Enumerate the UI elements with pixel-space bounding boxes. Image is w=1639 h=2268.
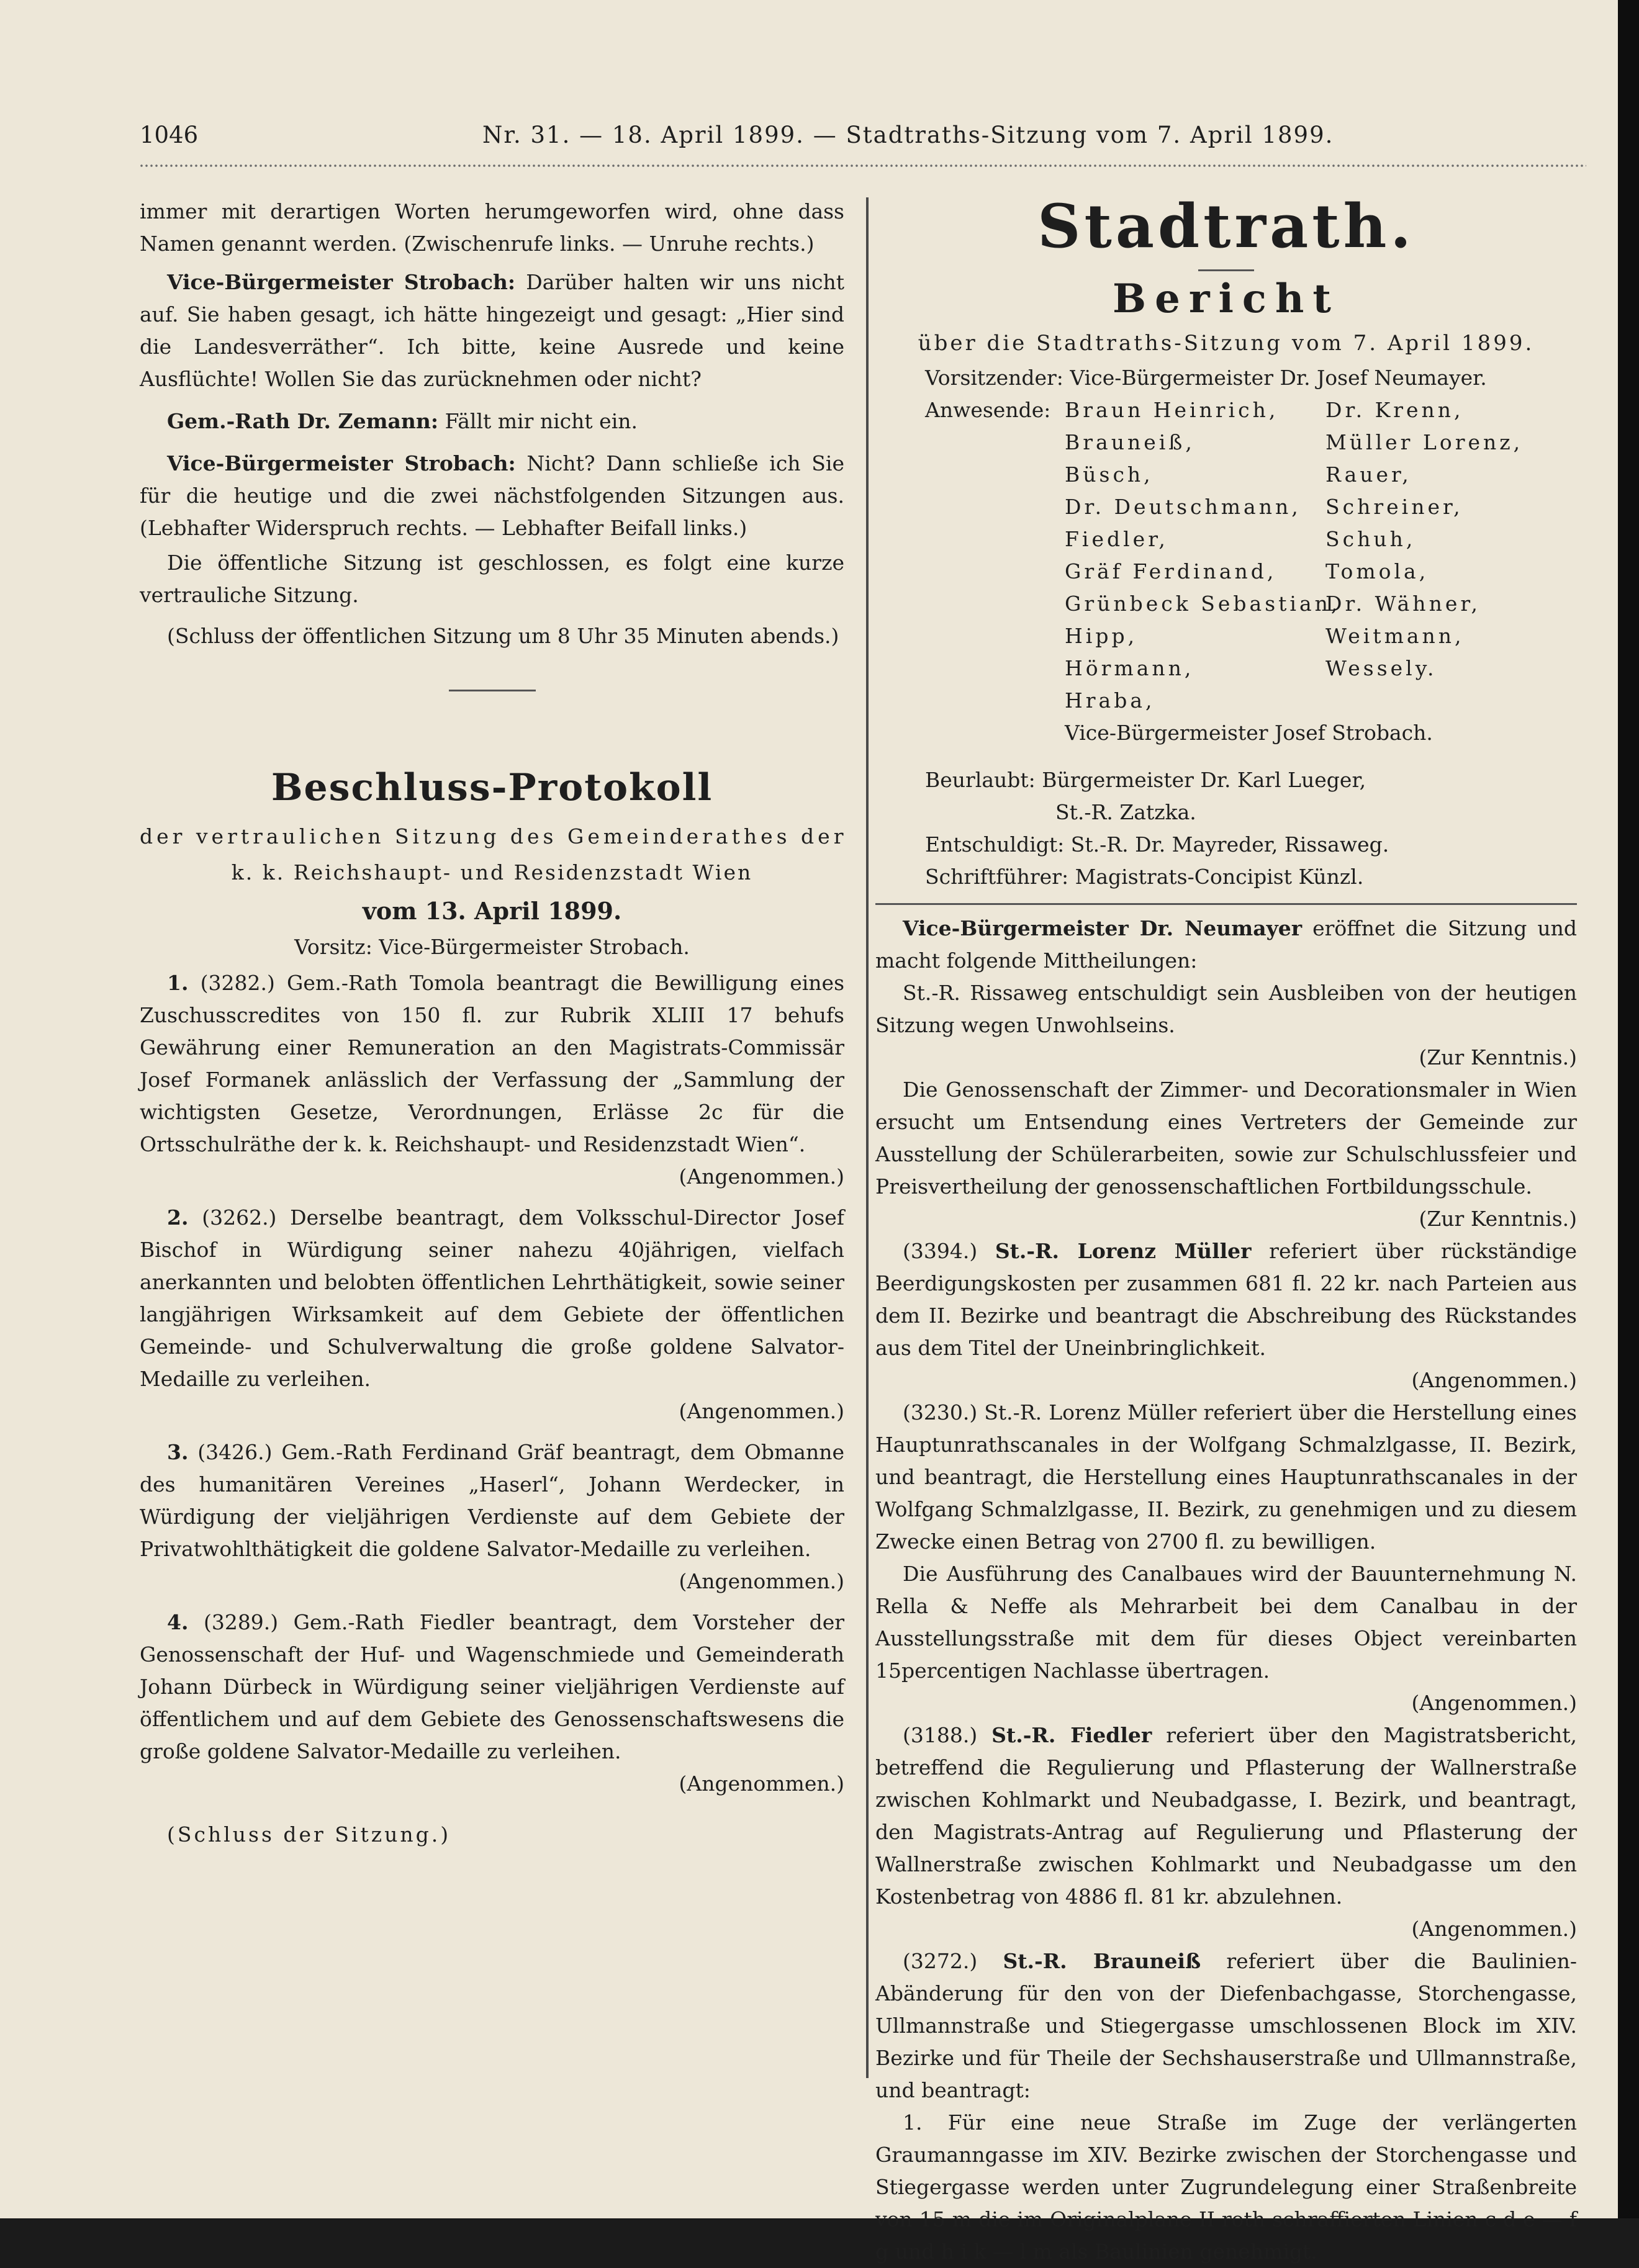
protokoll-date: vom 13. April 1899.	[362, 897, 622, 925]
attendee: Tomola,	[1325, 559, 1429, 583]
verdict: (Angenommen.)	[1411, 1691, 1577, 1715]
field-value: Bürgermeister Dr. Karl Lueger,	[1042, 768, 1366, 792]
attendee: Büsch,	[1065, 462, 1154, 487]
speech: eröffnet die Sitzung und macht folgende Mittheilungen:	[875, 916, 1577, 973]
paragraph: Die Ausführung des Canalbaues wird der Bauunternehmung N. Rella & Neffe als Mehrarbeit bei dem Canalbau in der Ausstellungsstraße mit dem für dieses Object vereinbarten 15percentigen Nachlasse übertragen.	[875, 1562, 1577, 1683]
attendee: Schuh,	[1325, 527, 1416, 551]
column-rule	[866, 197, 869, 2078]
section-title: Stadtrath.	[1037, 191, 1415, 261]
protokoll-item	[140, 967, 844, 1161]
field-value: St.-R. Dr. Mayreder, Rissaweg.	[1070, 832, 1389, 857]
left-column	[140, 196, 847, 1851]
paragraph	[140, 405, 844, 438]
paragraph	[875, 1235, 1577, 1364]
field-label: Entschuldigt:	[925, 832, 1065, 857]
paragraph	[875, 1945, 1577, 2107]
verdict: (Angenommen.)	[679, 1399, 844, 1423]
attendee: Schreiner,	[1325, 495, 1463, 519]
item-text: (3282.) Gem.-Rath Tomola beantragt die Bewilligung eines Zuschusscredites von 150 fl. zur Rubrik XLIII 17 behufs Gewährung einer Remuneration an den Magistrats-Commissär Josef Formanek anlässlich der Verfassung der „Sammlung der wichtigsten Gesetze, Verordnungen, Erlässe 2c für die Ortsschulräthe der k. k. Reichshaupt- und Residenzstadt Wien“.	[140, 971, 844, 1156]
verdict: (Angenommen.)	[679, 1569, 844, 1593]
paragraph	[140, 266, 844, 395]
attendance-list	[875, 394, 1577, 749]
attendee: Dr. Krenn,	[1325, 398, 1464, 422]
protokoll-title: Beschluss-Protokoll	[271, 766, 713, 809]
entschuldigt-line	[875, 829, 1577, 861]
item-number: 1.	[167, 971, 189, 995]
right-column	[875, 186, 1577, 2268]
report-title: Bericht	[1113, 276, 1340, 322]
attendee: Braun Heinrich,	[1065, 398, 1279, 422]
report-subtitle: über die Stadtraths-Sitzung vom 7. April 1899.	[918, 331, 1535, 356]
verdict: (Angenommen.)	[1411, 1917, 1577, 1941]
attendee: Vice-Bürgermeister Josef Strobach.	[1065, 721, 1433, 745]
item-number: (3272.)	[903, 1949, 1003, 1973]
protokoll-subtitle: der vertraulichen Sitzung des Gemeinderathes der	[140, 824, 847, 848]
paragraph: Die öffentliche Sitzung ist geschlossen, es folgt eine kurze vertrauliche Sitzung.	[140, 551, 844, 607]
verdict: (Zur Kenntnis.)	[1419, 1207, 1577, 1231]
field-value: Vice-Bürgermeister Dr. Josef Neumayer.	[1070, 366, 1487, 390]
attendee: Weitmann,	[1325, 624, 1465, 648]
paragraph: (Schluss der öffentlichen Sitzung um 8 Uhr 35 Minuten abends.)	[167, 624, 839, 648]
field-label: Schriftführer:	[925, 865, 1069, 889]
attendee: Müller Lorenz,	[1325, 430, 1524, 454]
beurlaubt-line	[875, 764, 1577, 796]
speaker: St.-R. Fiedler	[991, 1723, 1152, 1747]
verdict: (Angenommen.)	[679, 1771, 844, 1796]
paragraph: (3230.) St.-R. Lorenz Müller referiert über die Herstellung eines Hauptunrathscanales in der Wolfgang Schmalzlgasse, II. Bezirk, und beantragt, die Herstellung eines Hauptunrathscanales in der Wolfgang Schmalzlgasse, II. Bezirk, zu genehmigen und zu diesem Zwecke einen Betrag von 2700 fl. zu bewilligen.	[875, 1400, 1577, 1554]
item-text: (3262.) Derselbe beantragt, dem Volksschul-Director Josef Bischof in Würdigung seiner nahezu 40jährigen, vielfach anerkannten und belobten öffentlichen Lehrthätigkeit, sowie seiner langjährigen Wirksamkeit auf dem Gebiete der öffentlichen Gemeinde- und Schulverwaltung die große goldene Salvator-Medaille zu verleihen.	[140, 1205, 844, 1391]
field-label: Beurlaubt:	[925, 768, 1036, 792]
protokoll-item	[140, 1606, 844, 1768]
item-text: referiert über den Magistratsbericht, betreffend die Regulierung und Pflasterung der Wallnerstraße zwischen Kohlmarkt und Neubadgasse, I. Bezirk, und beantragt, den Magistrats-Antrag auf Regulierung und Pflasterung der Wallnerstraße zwischen Kohlmarkt und Neubadgasse um den Kostenbetrag von 4886 fl. 81 kr. abzulehnen.	[875, 1723, 1577, 1909]
section-divider	[449, 690, 536, 691]
item-number: 4.	[167, 1610, 189, 1634]
section-divider	[875, 903, 1577, 905]
item-number: (3394.)	[903, 1239, 995, 1263]
header-divider	[140, 163, 1586, 169]
item-text: referiert über die Baulinien-Abänderung für den von der Diefenbachgasse, Storchengasse, Ullmannstraße und Stiegergasse umschlossenen Block im XIV. Bezirke und für Theile der Sechshauserstraße und Ullmannstraße, und beantragt:	[875, 1949, 1577, 2102]
attendee: Dr. Deutschmann,	[1065, 495, 1301, 519]
paragraph	[875, 1719, 1577, 1913]
attendance-grid	[925, 394, 1577, 717]
vorsitz: Vorsitz: Vice-Bürgermeister Strobach.	[294, 935, 690, 959]
page-header	[140, 122, 1334, 159]
attendees-col-2	[1325, 394, 1523, 717]
protokoll-item	[140, 1436, 844, 1565]
attendee: Hipp,	[1065, 624, 1138, 648]
attendee: Hraba,	[1065, 688, 1155, 713]
running-head: Nr. 31. — 18. April 1899. — Stadtraths-Sitzung vom 7. April 1899.	[482, 122, 1334, 148]
attendee: Rauer,	[1325, 462, 1412, 487]
speech: Nicht? Dann schließe ich Sie für die heutige und die zwei nächstfolgenden Sitzungen aus. (Lebhafter Widerspruch rechts. — Lebhafter Beifall links.)	[140, 451, 844, 540]
schriftfuehrer-line	[875, 861, 1577, 893]
attendee: Fiedler,	[1065, 527, 1168, 551]
vorsitzender-line	[875, 362, 1577, 394]
attendee: Grünbeck Sebastian,	[1065, 592, 1341, 616]
speech: Darüber halten wir uns nicht auf. Sie haben gesagt, ich hätte hingezeigt und gesagt: „Hier sind die Landesverräther“. Ich bitte, keine Ausrede und keine Ausflüchte! Wollen Sie das zurücknehmen oder nicht?	[140, 270, 844, 391]
paragraph: St.-R. Rissaweg entschuldigt sein Ausbleiben von der heutigen Sitzung wegen Unwohlseins.	[875, 981, 1577, 1037]
item-text: (3426.) Gem.-Rath Ferdinand Gräf beantragt, dem Obmanne des humanitären Vereines „Haserl“, Johann Werdecker, in Würdigung der vieljährigen Verdienste auf dem Gebiete der Privatwohlthätigkeit die goldene Salvator-Medaille zu verleihen.	[140, 1440, 844, 1561]
item-number: (3188.)	[903, 1723, 992, 1747]
protokoll-item	[140, 1202, 844, 1395]
page-number: 1046	[140, 122, 199, 148]
speaker: Vice-Bürgermeister Strobach:	[167, 451, 516, 475]
attendee: Gräf Ferdinand,	[1065, 559, 1277, 583]
attendee: Wessely.	[1325, 656, 1437, 680]
attendee: Hörmann,	[1065, 656, 1194, 680]
speech: Fällt mir nicht ein.	[438, 409, 638, 433]
attendee: Dr. Wähner,	[1325, 592, 1481, 616]
item-text: referiert über rückständige Beerdigungskosten per zusammen 681 fl. 22 kr. nach Parteien aus dem II. Bezirke und beantragt die Abschreibung des Rückstandes aus dem Titel der Uneinbringlichkeit.	[875, 1239, 1577, 1360]
paragraph: Die Genossenschaft der Zimmer- und Decorationsmaler in Wien ersucht um Entsendung eines Vertreters der Gemeinde zur Ausstellung der Schülerarbeiten, sowie zur Schulschlussfeier und Preisvertheilung der genossenschaftlichen Fortbildungsschule.	[875, 1078, 1577, 1199]
paragraph	[875, 912, 1577, 977]
speaker: Gem.-Rath Dr. Zemann:	[167, 409, 439, 433]
item-text: (3289.) Gem.-Rath Fiedler beantragt, dem Vorsteher der Genossenschaft der Huf- und Wagenschmiede und Gemeinderath Johann Dürbeck in Würdigung seiner vieljährigen Verdienste auf öffentlichem und auf dem Gebiete des Genossenschaftswesens die große goldene Salvator-Medaille zu verleihen.	[140, 1610, 844, 1763]
verdict: (Zur Kenntnis.)	[1419, 1045, 1577, 1069]
field-value: Magistrats-Concipist Künzl.	[1075, 865, 1364, 889]
closing-note: (Schluss der Sitzung.)	[167, 1822, 451, 1847]
speaker: Vice-Bürgermeister Dr. Neumayer	[903, 916, 1303, 940]
item-number: 3.	[167, 1440, 189, 1464]
item-number: 2.	[167, 1205, 189, 1230]
field-label: Anwesende:	[925, 398, 1051, 422]
speaker: St.-R. Brauneiß	[1003, 1949, 1201, 1973]
verdict: (Angenommen.)	[679, 1164, 844, 1189]
paragraph: 1. Für eine neue Straße im Zuge der verlängerten Graumanngasse im XIV. Bezirke zwischen der Storchengasse und Stiegergasse werden unter Zugrundelegung einer Straßenbreite von 15 m die im Originalplane II roth schraffierten Linien c d e — f g und h i k — l m als Baulinien genehmigt.	[875, 2110, 1577, 2264]
field-label: Vorsitzender:	[925, 366, 1063, 390]
field-value: St.-R. Zatzka.	[1055, 800, 1196, 824]
attendee: Brauneiß,	[1065, 430, 1195, 454]
speaker: St.-R. Lorenz Müller	[995, 1239, 1252, 1263]
attendees-col-1	[1065, 394, 1341, 717]
paragraph	[140, 448, 844, 544]
protokoll-subtitle: k. k. Reichshaupt- und Residenzstadt Wien	[231, 860, 753, 884]
paragraph: immer mit derartigen Worten herumgeworfen wird, ohne dass Namen genannt werden. (Zwischenrufe links. — Unruhe rechts.)	[140, 199, 844, 256]
verdict: (Angenommen.)	[1411, 1368, 1577, 1392]
scan-edge	[1618, 0, 1639, 2218]
speaker: Vice-Bürgermeister Strobach:	[167, 270, 516, 294]
